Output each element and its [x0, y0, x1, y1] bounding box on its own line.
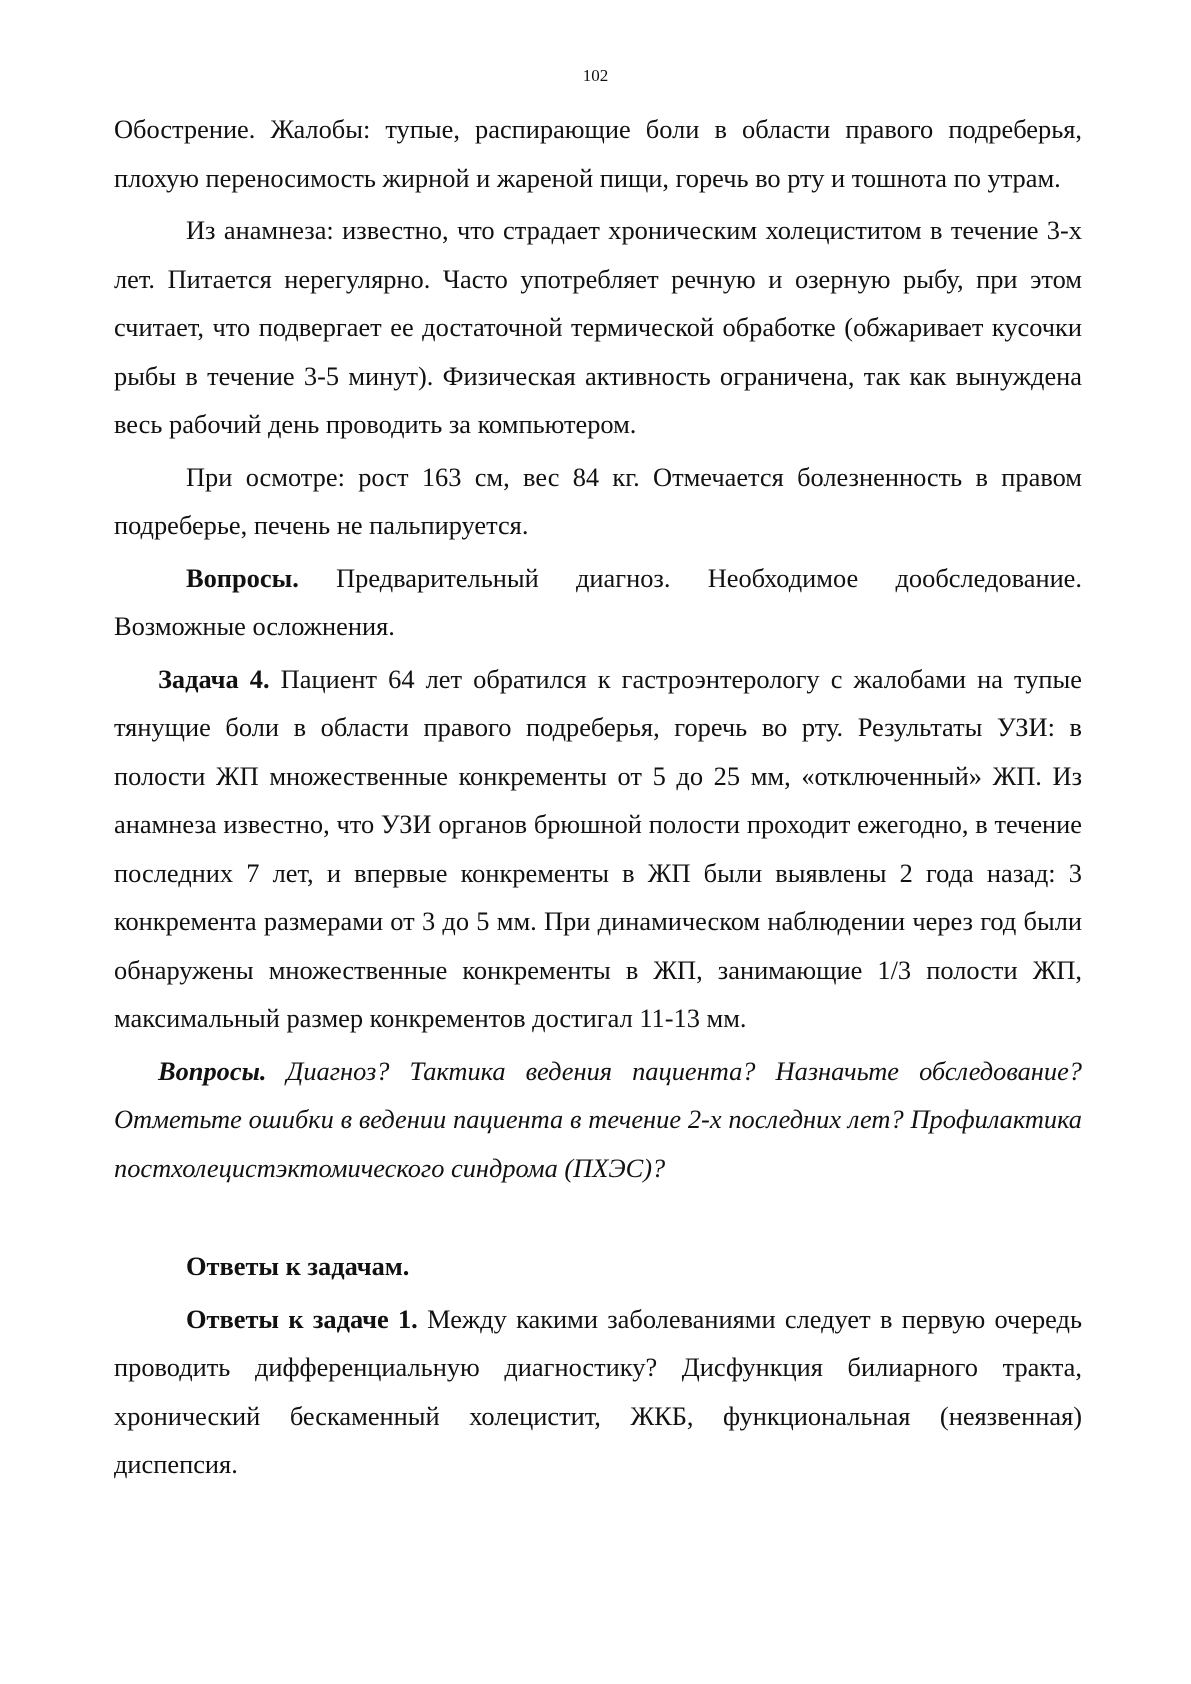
- task-4-questions-paragraph: [114, 1047, 1082, 1193]
- page-number: 102: [582, 66, 609, 85]
- task-4-label: Задача 4.: [158, 663, 270, 694]
- task-4-text: Пациент 64 лет обратился к гастроэнтерологу с жалобами на тупые тянущие боли в области правого подреберья, горечь во рту. Результаты УЗИ: в полости ЖП множественные конкременты от 5 до 25 мм, «отключенный» ЖП. Из анамнеза известно, что УЗИ органов брюшной полости проходит ежегодно, в течение последних 7 лет, и впервые конкременты в ЖП были выявлены 2 года назад: 3 конкремента размерами от 3 до 5 мм. При динамическом наблюдении через год были обнаружены множественные конкременты в ЖП, занимающие 1/3 полости ЖП, максимальный размер конкрементов достигал 11-13 мм.: [114, 663, 1082, 1033]
- task-4-questions-text: Диагноз? Тактика ведения пациента? Назначьте обследование? Отметьте ошибки в ведении пациента в течение 2-х последних лет? Профилактика постхолецистэктомического синдрома (ПХЭС)?: [114, 1055, 1082, 1183]
- answer-1-label: Ответы к задаче 1.: [186, 1303, 418, 1334]
- answer-1-paragraph: [114, 1295, 1082, 1489]
- document-body: [114, 105, 1082, 1489]
- anamnesis-paragraph: Из анамнеза: известно, что страдает хроническим холециститом в течение 3-х лет. Питается нерегулярно. Часто употребляет речную и озерную рыбу, при этом считает, что подвергает ее достаточной термической обработке (обжаривает кусочки рыбы в течение 3-5 минут). Физическая активность ограничена, так как вынуждена весь рабочий день проводить за компьютером.: [114, 215, 1082, 439]
- answers-heading-text: Ответы к задачам.: [186, 1251, 410, 1281]
- examination-paragraph: При осмотре: рост 163 см, вес 84 кг. Отмечается болезненность в правом подреберье, печень не пальпируется.: [114, 461, 1082, 540]
- task-4-questions-label: Вопросы.: [158, 1055, 267, 1086]
- answer-1-text: Между какими заболеваниями следует в первую очередь проводить дифференциальную диагностику? Дисфункция билиарного тракта, хронический бескаменный холецистит, ЖКБ, функциональная (неязвенная) диспепсия.: [114, 1303, 1083, 1479]
- questions-text: Предварительный диагноз. Необходимое дообследование. Возможные осложнения.: [114, 562, 1082, 641]
- complaints-paragraph: Обострение. Жалобы: тупые, распирающие боли в области правого подреберья, плохую переносимость жирной и жареной пищи, горечь во рту и тошнота по утрам.: [114, 114, 1082, 193]
- questions-paragraph: [114, 554, 1082, 651]
- task-4-paragraph: [114, 655, 1082, 1043]
- questions-label: Вопросы.: [186, 562, 299, 593]
- answers-heading: [114, 1242, 1082, 1291]
